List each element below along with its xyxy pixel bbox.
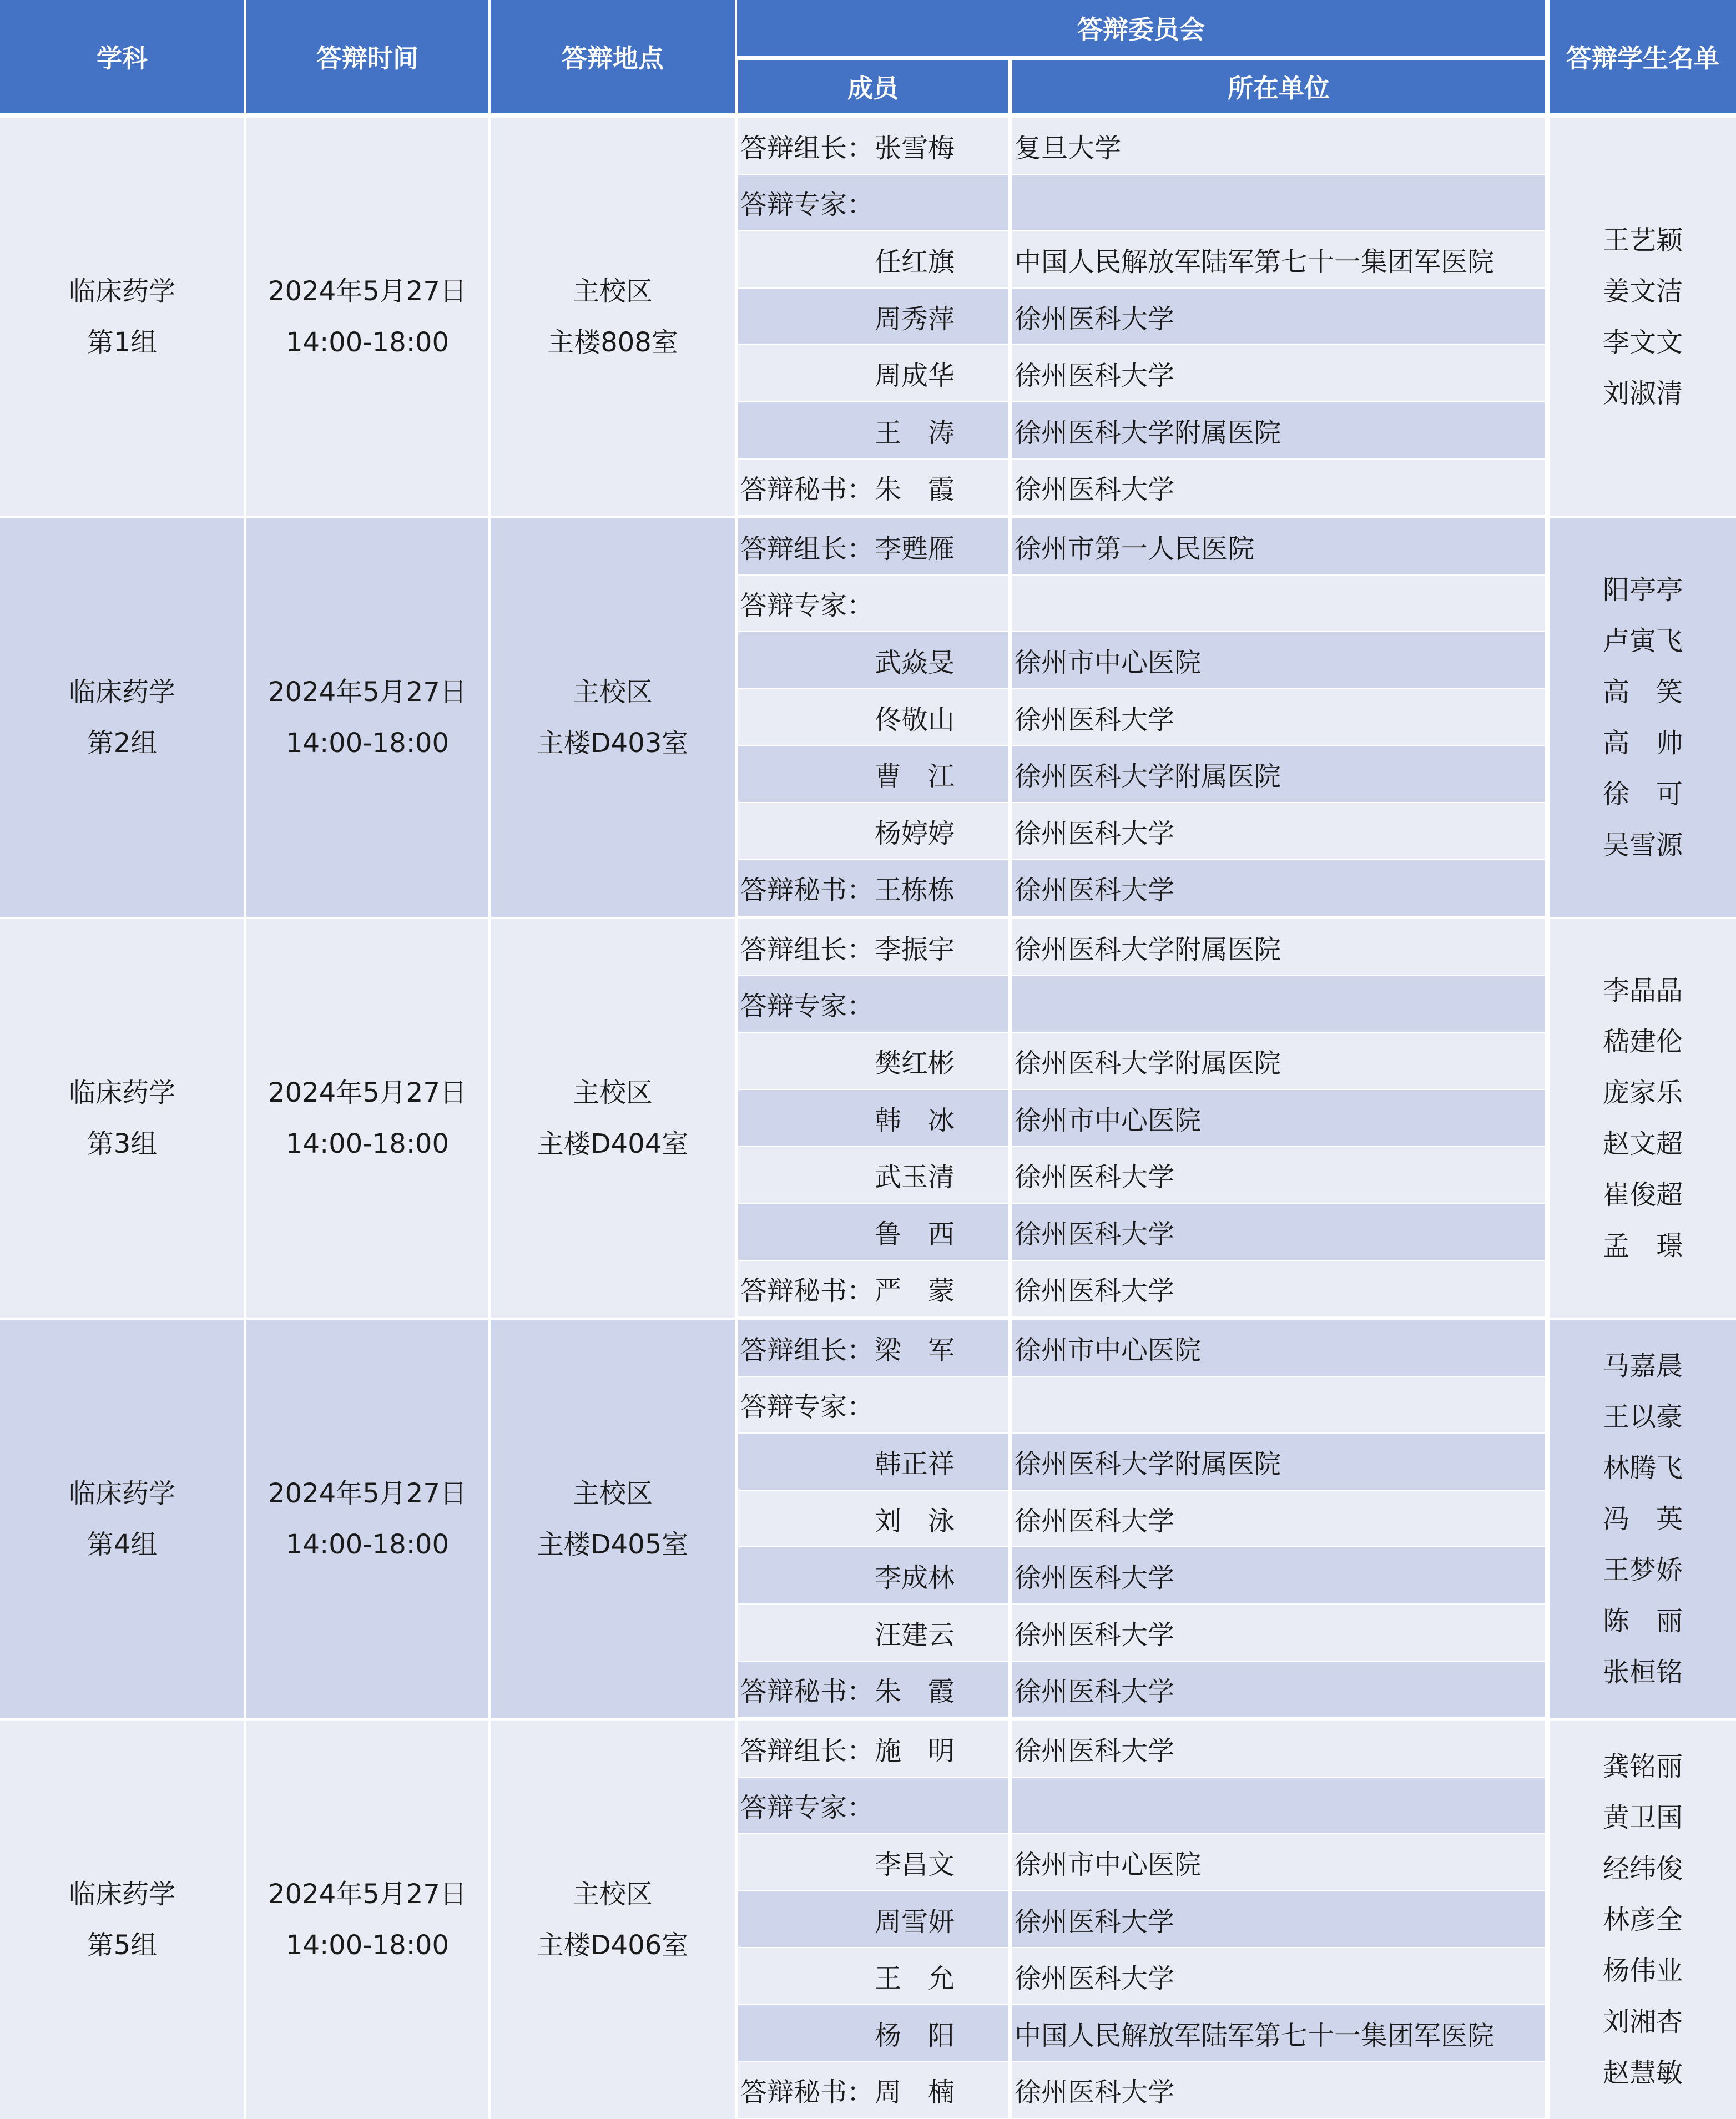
member-name: 韩正祥 [875, 1448, 955, 1480]
subject-cell-line: 临床药学 [68, 276, 175, 307]
unit-name: 徐州医科大学 [1015, 1963, 1175, 1995]
student-name: 崔俊超 [1602, 1179, 1683, 1210]
student-name: 吴雪源 [1602, 830, 1683, 861]
header-unit: 所在单位 [1012, 60, 1545, 113]
member-cell [738, 1320, 1008, 1376]
place-cell [491, 518, 735, 917]
member-name: 杨 阳 [875, 2020, 955, 2051]
place-cell-line: 主校区 [572, 276, 653, 307]
member-cell [738, 1491, 1008, 1547]
student-name: 高 帅 [1602, 728, 1683, 759]
member-cell [738, 1834, 1008, 1890]
time-cell-line: 14:00-18:00 [286, 1930, 449, 1961]
unit-name: 徐州市中心医院 [1015, 1334, 1202, 1366]
student-name: 王以豪 [1602, 1401, 1683, 1432]
student-name: 高 笑 [1602, 677, 1683, 708]
unit-cell [1012, 1547, 1545, 1603]
unit-name: 中国人民解放军陆军第七十一集团军医院 [1015, 2020, 1495, 2051]
unit-cell [1012, 345, 1545, 401]
subject-cell-line: 临床药学 [68, 1077, 175, 1108]
member-cell [738, 803, 1008, 859]
place-cell [491, 1320, 735, 1718]
unit-name: 徐州医科大学附属医院 [1015, 417, 1281, 448]
unit-cell [1012, 919, 1545, 975]
unit-cell [1012, 1491, 1545, 1547]
student-name: 孟 璟 [1602, 1230, 1683, 1262]
place-cell-line: 主校区 [572, 1077, 653, 1108]
student-name: 经纬俊 [1602, 1853, 1683, 1884]
unit-name: 徐州市中心医院 [1015, 1104, 1202, 1136]
header-subject: 学科 [0, 0, 244, 113]
time-cell-line: 14:00-18:00 [286, 728, 449, 759]
member-name: 严 蒙 [875, 1275, 955, 1307]
student-name: 林腾飞 [1602, 1452, 1683, 1484]
subject-cell-line: 临床药学 [68, 677, 175, 708]
time-cell [246, 1320, 488, 1718]
member-name: 樊红彬 [875, 1047, 955, 1079]
unit-name: 徐州医科大学 [1015, 303, 1175, 335]
students-cell [1550, 1320, 1736, 1718]
member-role: 答辩专家： [740, 189, 874, 221]
unit-cell [1012, 1948, 1545, 2004]
member-name: 周 楠 [875, 2077, 955, 2108]
subject-cell-line: 第5组 [87, 1930, 158, 1961]
unit-cell [1012, 518, 1545, 574]
member-name: 李昌文 [875, 1849, 955, 1880]
subject-cell-line: 第4组 [87, 1529, 158, 1560]
member-role: 答辩组长： [740, 1334, 874, 1366]
member-role: 答辩秘书： [740, 474, 874, 506]
member-role: 答辩组长： [740, 132, 874, 164]
student-name: 刘湘杏 [1602, 2006, 1683, 2037]
unit-cell [1012, 402, 1545, 458]
student-name: 陈 丽 [1602, 1606, 1683, 1637]
member-cell [738, 1547, 1008, 1603]
place-cell [491, 118, 735, 516]
member-name: 李成林 [875, 1562, 955, 1594]
time-cell [246, 118, 488, 516]
member-cell [738, 919, 1008, 975]
time-cell [246, 919, 488, 1318]
member-role: 答辩组长： [740, 934, 874, 965]
member-cell [738, 345, 1008, 401]
member-name: 王栋栋 [875, 875, 955, 906]
unit-cell [1012, 289, 1545, 345]
place-cell-line: 主楼D404室 [537, 1128, 689, 1159]
member-cell [738, 1778, 1008, 1834]
member-name: 杨婷婷 [875, 818, 955, 849]
unit-cell [1012, 1090, 1545, 1146]
unit-name: 徐州医科大学附属医院 [1015, 934, 1281, 965]
unit-name: 徐州医科大学附属医院 [1015, 761, 1281, 793]
unit-name: 徐州医科大学 [1015, 818, 1175, 849]
student-name: 赵文超 [1602, 1128, 1683, 1159]
unit-cell [1012, 860, 1545, 916]
student-name: 徐 可 [1602, 779, 1683, 810]
student-name: 冯 英 [1602, 1504, 1683, 1535]
unit-name: 徐州医科大学 [1015, 1619, 1175, 1651]
unit-cell [1012, 1834, 1545, 1890]
unit-cell [1012, 746, 1545, 802]
unit-cell [1012, 1377, 1545, 1433]
student-name: 林彦全 [1602, 1904, 1683, 1935]
unit-cell [1012, 1778, 1545, 1834]
member-name: 张雪梅 [875, 132, 955, 164]
member-role: 答辩秘书： [740, 1676, 874, 1708]
member-cell [738, 632, 1008, 688]
subject-cell-line: 第2组 [87, 728, 158, 759]
place-cell [491, 919, 735, 1318]
member-cell [738, 460, 1008, 516]
member-cell [738, 175, 1008, 231]
header-committee: 答辩委员会 [737, 0, 1545, 56]
student-name: 王艺颖 [1602, 225, 1683, 256]
member-name: 任红旗 [875, 246, 955, 278]
student-name: 嵇建伦 [1602, 1026, 1683, 1057]
unit-name: 徐州医科大学附属医院 [1015, 1047, 1281, 1079]
student-name: 黄卫国 [1602, 1802, 1683, 1833]
place-cell [491, 1721, 735, 2119]
member-name: 武焱旻 [875, 647, 955, 678]
unit-cell [1012, 1605, 1545, 1661]
member-cell [738, 1721, 1008, 1777]
students-cell [1550, 919, 1736, 1318]
time-cell-line: 14:00-18:00 [286, 1529, 449, 1560]
unit-cell [1012, 1033, 1545, 1089]
member-name: 周雪妍 [875, 1906, 955, 1938]
member-cell [738, 2062, 1008, 2118]
subject-cell [0, 1721, 244, 2119]
member-name: 周秀萍 [875, 303, 955, 335]
member-name: 曹 江 [875, 761, 955, 793]
header-students: 答辩学生名单 [1550, 0, 1736, 113]
unit-cell [1012, 2062, 1545, 2118]
student-name: 姜文洁 [1602, 276, 1683, 307]
unit-name: 徐州医科大学 [1015, 1505, 1175, 1537]
time-cell-line: 14:00-18:00 [286, 327, 449, 358]
student-name: 赵慧敏 [1602, 2057, 1683, 2088]
place-cell-line: 主楼D405室 [537, 1529, 689, 1560]
unit-cell [1012, 231, 1545, 287]
student-name: 阳亭亭 [1602, 574, 1683, 606]
students-cell [1550, 1721, 1736, 2119]
unit-cell [1012, 2005, 1545, 2061]
member-cell [738, 1261, 1008, 1317]
time-cell [246, 518, 488, 917]
unit-name: 复旦大学 [1015, 132, 1122, 164]
unit-name: 徐州医科大学 [1015, 1218, 1175, 1250]
subject-cell [0, 518, 244, 917]
member-role: 答辩专家： [740, 991, 874, 1022]
time-cell-line: 2024年5月27日 [268, 276, 467, 307]
student-name: 王梦娇 [1602, 1555, 1683, 1586]
place-cell-line: 主校区 [572, 677, 653, 708]
student-name: 庞家乐 [1602, 1077, 1683, 1108]
students-cell [1550, 518, 1736, 917]
unit-name: 徐州市中心医院 [1015, 1849, 1202, 1880]
unit-cell [1012, 1261, 1545, 1317]
place-cell-line: 主校区 [572, 1879, 653, 1910]
time-cell-line: 2024年5月27日 [268, 1478, 467, 1509]
member-cell [738, 1204, 1008, 1260]
member-role: 答辩秘书： [740, 2077, 874, 2108]
member-role: 答辩秘书： [740, 1275, 874, 1307]
member-role: 答辩专家： [740, 1391, 874, 1423]
member-cell [738, 402, 1008, 458]
subject-cell-line: 临床药学 [68, 1879, 175, 1910]
unit-name: 徐州医科大学 [1015, 2077, 1175, 2108]
member-name: 武玉清 [875, 1162, 955, 1193]
unit-name: 徐州医科大学 [1015, 1275, 1175, 1307]
subject-cell-line: 第1组 [87, 327, 158, 358]
place-cell-line: 主楼D406室 [537, 1930, 689, 1961]
students-cell [1550, 118, 1736, 516]
unit-cell [1012, 1320, 1545, 1376]
member-name: 佟敬山 [875, 704, 955, 735]
place-cell-line: 主楼D403室 [537, 728, 689, 759]
unit-cell [1012, 976, 1545, 1032]
member-cell [738, 2005, 1008, 2061]
member-cell [738, 746, 1008, 802]
member-cell [738, 689, 1008, 745]
member-cell [738, 1147, 1008, 1203]
member-name: 李振宇 [875, 934, 955, 965]
unit-cell [1012, 175, 1545, 231]
unit-cell [1012, 118, 1545, 174]
place-cell-line: 主楼808室 [547, 327, 678, 358]
member-name: 王 允 [875, 1963, 955, 1995]
member-cell [738, 1434, 1008, 1490]
unit-cell [1012, 689, 1545, 745]
unit-cell [1012, 1147, 1545, 1203]
place-cell-line: 主校区 [572, 1478, 653, 1509]
time-cell-line: 14:00-18:00 [286, 1128, 449, 1159]
member-name: 施 明 [875, 1735, 955, 1767]
member-role: 答辩专家： [740, 590, 874, 622]
member-name: 周成华 [875, 360, 955, 392]
member-name: 刘 泳 [875, 1505, 955, 1537]
unit-name: 徐州医科大学 [1015, 1906, 1175, 1938]
member-role: 答辩专家： [740, 1792, 874, 1824]
student-name: 杨伟业 [1602, 1955, 1683, 1986]
unit-name: 徐州医科大学 [1015, 1735, 1175, 1767]
member-role: 答辩秘书： [740, 875, 874, 906]
unit-cell [1012, 576, 1545, 632]
unit-name: 徐州医科大学 [1015, 875, 1175, 906]
unit-name: 徐州医科大学 [1015, 704, 1175, 735]
header-place: 答辩地点 [491, 0, 735, 113]
time-cell-line: 2024年5月27日 [268, 677, 467, 708]
member-cell [738, 1090, 1008, 1146]
header-time: 答辩时间 [246, 0, 488, 113]
unit-cell [1012, 803, 1545, 859]
member-name: 朱 霞 [875, 474, 955, 506]
unit-cell [1012, 632, 1545, 688]
member-cell [738, 1605, 1008, 1661]
unit-name: 徐州医科大学 [1015, 1562, 1175, 1594]
student-name: 李文文 [1602, 327, 1683, 358]
unit-name: 徐州市第一人民医院 [1015, 533, 1255, 564]
unit-name: 徐州医科大学 [1015, 1676, 1175, 1708]
unit-name: 徐州市中心医院 [1015, 647, 1202, 678]
member-cell [738, 118, 1008, 174]
member-name: 李甦雁 [875, 533, 955, 564]
member-name: 王 涛 [875, 417, 955, 448]
member-cell [738, 860, 1008, 916]
unit-name: 徐州医科大学 [1015, 1162, 1175, 1193]
unit-cell [1012, 1891, 1545, 1948]
member-name: 鲁 西 [875, 1218, 955, 1250]
unit-cell [1012, 1434, 1545, 1490]
student-name: 刘淑清 [1602, 378, 1683, 409]
member-cell [738, 1948, 1008, 2004]
unit-name: 中国人民解放军陆军第七十一集团军医院 [1015, 246, 1495, 278]
unit-cell [1012, 1662, 1545, 1718]
member-role: 答辩组长： [740, 1735, 874, 1767]
member-cell [738, 518, 1008, 574]
member-cell [738, 231, 1008, 287]
time-cell [246, 1721, 488, 2119]
header-member: 成员 [738, 60, 1008, 113]
member-name: 汪建云 [875, 1619, 955, 1651]
student-name: 龚铭丽 [1602, 1751, 1683, 1782]
unit-name: 徐州医科大学附属医院 [1015, 1448, 1281, 1480]
unit-cell [1012, 1721, 1545, 1777]
student-name: 卢寅飞 [1602, 625, 1683, 657]
subject-cell-line: 临床药学 [68, 1478, 175, 1509]
member-cell [738, 576, 1008, 632]
time-cell-line: 2024年5月27日 [268, 1879, 467, 1910]
member-cell [738, 1891, 1008, 1948]
subject-cell [0, 1320, 244, 1718]
member-cell [738, 976, 1008, 1032]
member-role: 答辩组长： [740, 533, 874, 564]
student-name: 李晶晶 [1602, 975, 1683, 1006]
student-name: 马嘉晨 [1602, 1350, 1683, 1381]
member-cell [738, 1033, 1008, 1089]
subject-cell [0, 118, 244, 516]
subject-cell [0, 919, 244, 1318]
member-name: 韩 冰 [875, 1104, 955, 1136]
student-name: 张桓铭 [1602, 1657, 1683, 1688]
unit-cell [1012, 1204, 1545, 1260]
time-cell-line: 2024年5月27日 [268, 1077, 467, 1108]
unit-name: 徐州医科大学 [1015, 474, 1175, 506]
unit-cell [1012, 460, 1545, 516]
subject-cell-line: 第3组 [87, 1128, 158, 1159]
unit-name: 徐州医科大学 [1015, 360, 1175, 392]
member-name: 朱 霞 [875, 1676, 955, 1708]
member-cell [738, 1377, 1008, 1433]
member-cell [738, 1662, 1008, 1718]
member-cell [738, 289, 1008, 345]
member-name: 梁 军 [875, 1334, 955, 1366]
